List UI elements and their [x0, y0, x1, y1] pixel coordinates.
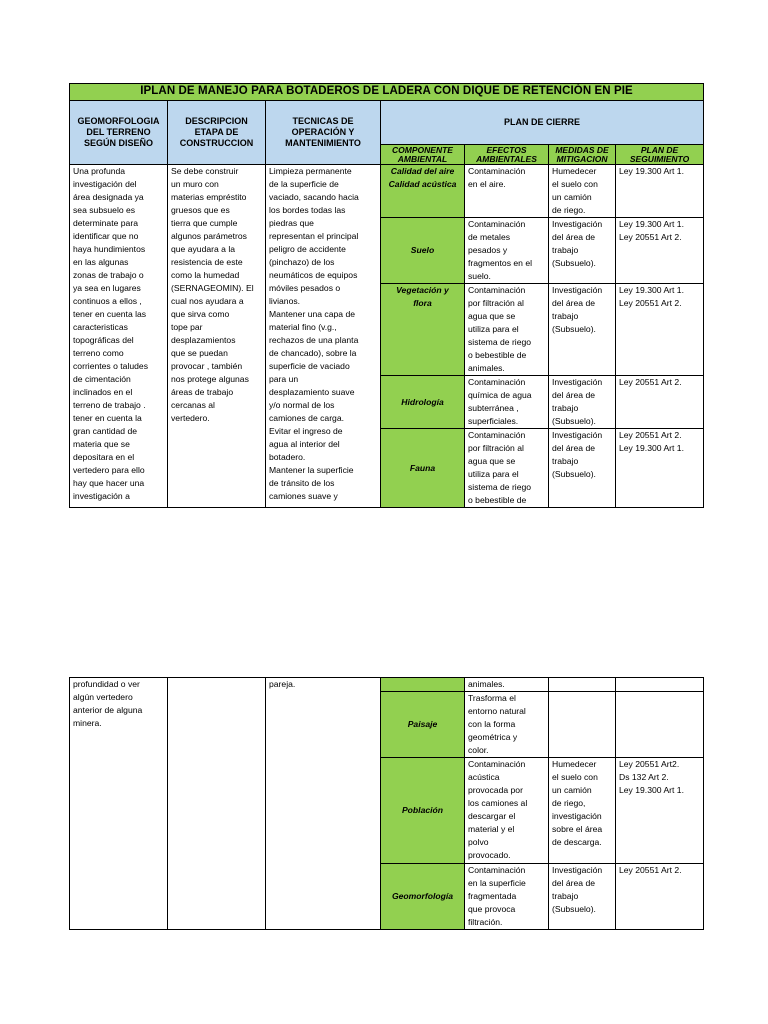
component-fauna: Fauna — [381, 429, 465, 508]
cell-tecnicas: Limpieza permanente de la superficie de vaciado, sacando hacia los bordes todas las piedras que representan el principal peligro de accidente (pinchazo) de los neumáticos de equipos móviles pesados o livianos. Mantener una capa de material fino (v.g., rechazos de una planta de chancado), sobre la superficie de vaciado para un desplazamiento suave y/o normal de los camiones de carga. Evitar el ingreso de agua al interior del botadero. Mantener la superficie de tránsito de los camiones suave y — [266, 165, 381, 508]
efectos-cell: Contaminación química de agua subterránea , superficiales. — [465, 376, 549, 429]
component-fauna-cont — [381, 678, 465, 692]
header-medidas: MEDIDAS DE MITIGACION — [549, 145, 616, 165]
header-componente: COMPONENTE AMBIENTAL — [381, 145, 465, 165]
cell-descripcion-cont — [168, 678, 266, 930]
seguimiento-cell: Ley 20551 Art 2. — [616, 864, 704, 930]
header-tecnicas: TECNICAS DE OPERACIÓN Y MANTENIMIENTO — [266, 101, 381, 165]
efectos-cell: Contaminación acústica provocada por los camiones al descargar el material y el polvo provocado. — [465, 758, 549, 864]
medidas-cell: Investigación del área de trabajo (Subsuelo). — [549, 864, 616, 930]
medidas-cell: Humedecer el suelo con un camión de riego. — [549, 165, 616, 218]
seguimiento-cell-cont — [616, 678, 704, 692]
medidas-cell — [549, 692, 616, 758]
header-geomorfologia: GEOMORFOLOGIA DEL TERRENO SEGÚN DISEÑO — [70, 101, 168, 165]
seguimiento-cell: Ley 20551 Art 2. Ley 19.300 Art 1. — [616, 429, 704, 508]
component-paisaje: Paisaje — [381, 692, 465, 758]
efectos-cell: Contaminación en la superficie fragmentada que provoca filtración. — [465, 864, 549, 930]
component-vegetacion: Vegetación y flora — [381, 284, 465, 376]
efectos-cell: Trasforma el entorno natural con la forma geométrica y color. — [465, 692, 549, 758]
header-seguimiento: PLAN DE SEGUIMIENTO — [616, 145, 704, 165]
component-geomorfologia: Geomorfología — [381, 864, 465, 930]
component-calidad-aire: Calidad del aire Calidad acústica — [381, 165, 465, 218]
cell-geomorfologia-cont: profundidad o ver algún vertedero anterior de alguna minera. — [70, 678, 168, 930]
seguimiento-cell: Ley 20551 Art2. Ds 132 Art 2. Ley 19.300 Art 1. — [616, 758, 704, 864]
medidas-cell-cont — [549, 678, 616, 692]
efectos-cell: Contaminación de metales pesados y fragmentos en el suelo. — [465, 218, 549, 284]
header-efectos: EFECTOS AMBIENTALES — [465, 145, 549, 165]
component-suelo: Suelo — [381, 218, 465, 284]
document-title: IPLAN DE MANEJO PARA BOTADEROS DE LADERA CON DIQUE DE RETENCIÓN EN PIE — [70, 84, 704, 101]
efectos-cell-cont: animales. — [465, 678, 549, 692]
plan-table-page-2 — [69, 677, 704, 930]
seguimiento-cell: Ley 19.300 Art 1. Ley 20551 Art 2. — [616, 218, 704, 284]
cell-geomorfologia: Una profunda investigación del área designada ya sea subsuelo es determinate para identificar que no haya hundimientos en las algunas zonas de trabajo o ya sea en lugares continuos a ellos , tener en cuenta las caracteristicas topográficas del terreno como corrientes o taludes de cimentación inclinados en el terreno de trabajo . tener en cuenta la gran cantidad de materia que se depositara en el vertedero para ello hay que hacer una investigación a — [70, 165, 168, 508]
medidas-cell: Investigación del área de trabajo (Subsuelo). — [549, 284, 616, 376]
efectos-cell: Contaminación por filtración al agua que se utiliza para el sistema de riego o bebestible de animales. — [465, 284, 549, 376]
seguimiento-cell: Ley 20551 Art 2. — [616, 376, 704, 429]
header-descripcion: DESCRIPCION ETAPA DE CONSTRUCCION — [168, 101, 266, 165]
cell-descripcion: Se debe construir un muro con materias empréstito gruesos que es tierra que cumple algunos parámetros que ayudara a la resistencia de este como la humedad (SERNAGEOMIN). El cual nos ayudara a que sirva como tope par desplazamientos que se puedan provocar , también nos protege algunas áreas de trabajo cercanas al vertedero. — [168, 165, 266, 508]
component-poblacion: Población — [381, 758, 465, 864]
medidas-cell: Humedecer el suelo con un camión de riego, investigación sobre el área de descarga. — [549, 758, 616, 864]
header-plan-cierre: PLAN DE CIERRE — [381, 101, 704, 145]
plan-table-page-1 — [69, 83, 704, 508]
medidas-cell: Investigación del área de trabajo (Subsuelo). — [549, 376, 616, 429]
medidas-cell: Investigación del área de trabajo (Subsuelo). — [549, 429, 616, 508]
efectos-cell: Contaminación por filtración al agua que se utiliza para el sistema de riego o bebestible de — [465, 429, 549, 508]
medidas-cell: Investigación del área de trabajo (Subsuelo). — [549, 218, 616, 284]
cell-tecnicas-cont: pareja. — [266, 678, 381, 930]
seguimiento-cell: Ley 19.300 Art 1. — [616, 165, 704, 218]
seguimiento-cell — [616, 692, 704, 758]
seguimiento-cell: Ley 19.300 Art 1. Ley 20551 Art 2. — [616, 284, 704, 376]
efectos-cell: Contaminación en el aire. — [465, 165, 549, 218]
component-hidrologia: Hidrología — [381, 376, 465, 429]
